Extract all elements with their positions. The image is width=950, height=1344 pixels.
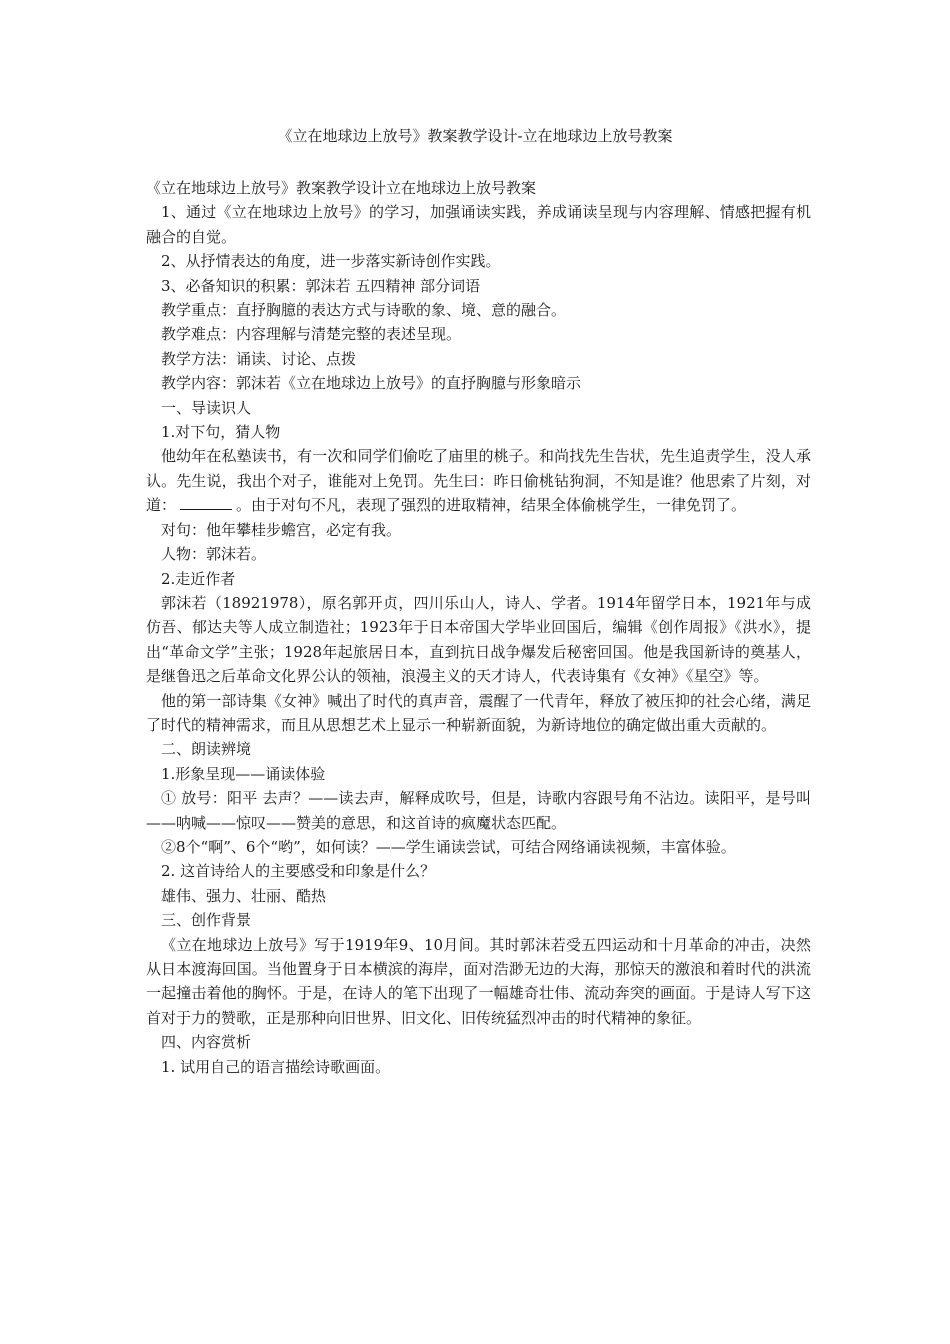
section-4-sub-1: 1. 试用自己的语言描绘诗歌画面。	[161, 1057, 391, 1076]
section-3-heading: 三、创作背景	[161, 911, 252, 930]
section-2-sub-2: 2. 这首诗给人的主要感受和印象是什么？	[161, 862, 436, 881]
document-body	[146, 176, 811, 1079]
person-answer: 人物：郭沫若。	[161, 545, 267, 564]
section-1-sub-2: 2.走近作者	[161, 569, 236, 588]
reading-item-2: ②8个“啊”、6个“哟”，如何读？——学生诵读尝试，可结合网络诵读视频，丰富体验。	[161, 837, 736, 856]
objective-2: 2、从抒情表达的角度，进一步落实新诗创作实践。	[161, 252, 501, 271]
teaching-difficulty: 教学难点：内容理解与清楚完整的表述呈现。	[161, 325, 462, 344]
section-4-heading: 四、内容赏析	[161, 1033, 252, 1052]
section-1-heading: 一、导读识人	[161, 398, 252, 417]
teaching-key-point: 教学重点：直抒胸臆的表达方式与诗歌的象、境、意的融合。	[161, 301, 567, 320]
objective-3: 3、必备知识的积累：郭沫若 五四精神 部分词语	[161, 276, 481, 295]
section-2-sub-1: 1.形象呈现——诵读体验	[161, 764, 326, 783]
nvshen-paragraph: 他的第一部诗集《女神》喊出了时代的真声音，震醒了一代青年，释放了被压抑的社会心绪，满足了时代的精神需求，而且从思想艺术上显示一种崭新面貌，为新诗地位的确定做出重大贡献的。	[146, 691, 811, 734]
teaching-content: 教学内容：郭沫若《立在地球边上放号》的直抒胸臆与形象暗示	[161, 374, 582, 393]
teaching-method: 教学方法：诵读、讨论、点拨	[161, 349, 357, 368]
story-paragraph	[146, 444, 811, 517]
objective-1: 1、通过《立在地球边上放号》的学习，加强诵读实践，养成诵读呈现与内容理解、情感把握有机融合的自觉。	[146, 203, 811, 246]
author-bio: 郭沫若（18921978），原名郭开贞，四川乐山人，诗人、学者。1914年留学日本，1921年与成仿吾、郁达夫等人成立制造社；1923年于日本帝国大学毕业回国后，编辑《创作周报》《洪水》，提出“革命文学”主张；1928年起旅居日本，直到抗日战争爆发后秘密回国。他是我国新诗的奠基人，是继鲁迅之后革命文化界公认的领袖，浪漫主义的天才诗人，代表诗集有《女神》《星空》等。	[146, 593, 811, 686]
couplet-answer: 对句：他年攀桂步蟾宫，必定有我。	[161, 520, 402, 539]
reading-item-1: ① 放号：阳平 去声？——读去声，解释成吹号，但是，诗歌内容跟号角不沾边。读阳平，是号叫——呐喊——惊叹——赞美的意思，和这首诗的疯魔状态匹配。	[146, 789, 811, 832]
impression-answer: 雄伟、强力、壮丽、酷热	[161, 886, 327, 905]
document-subtitle: 《立在地球边上放号》教案教学设计立在地球边上放号教案	[146, 179, 537, 197]
section-2-heading: 二、朗读辨境	[161, 740, 252, 759]
background-paragraph: 《立在地球边上放号》写于1919年9、10月间。其时郭沫若受五四运动和十月革命的冲击，决然从日本渡海回国。当他置身于日本横滨的海岸，面对浩渺无边的大海，那惊天的激浪和着时代的洪流一起撞击着他的胸怀。于是，在诗人的笔下出现了一幅雄奇壮伟、流动奔突的画面。于是诗人写下这首对于力的赞歌，正是那种向旧世界、旧文化、旧传统猛烈冲击的时代精神的象征。	[146, 935, 811, 1027]
answer-blank	[180, 495, 232, 510]
document-title: 《立在地球边上放号》教案教学设计-立在地球边上放号教案	[277, 127, 673, 145]
story-text-after: 。由于对句不凡，表现了强烈的进取精神，结果全体偷桃学生，一律免罚了。	[236, 496, 747, 515]
section-1-sub-1: 1.对下句，猜人物	[161, 423, 281, 442]
story-text-before: 他幼年在私塾读书，有一次和同学们偷吃了庙里的桃子。和尚找先生告状，先生追责学生，没人承认。先生说，我出个对子，谁能对上免罚。先生曰：昨日偷桃钻狗洞，不知是谁？他思索了片刻，对道：	[146, 447, 811, 515]
